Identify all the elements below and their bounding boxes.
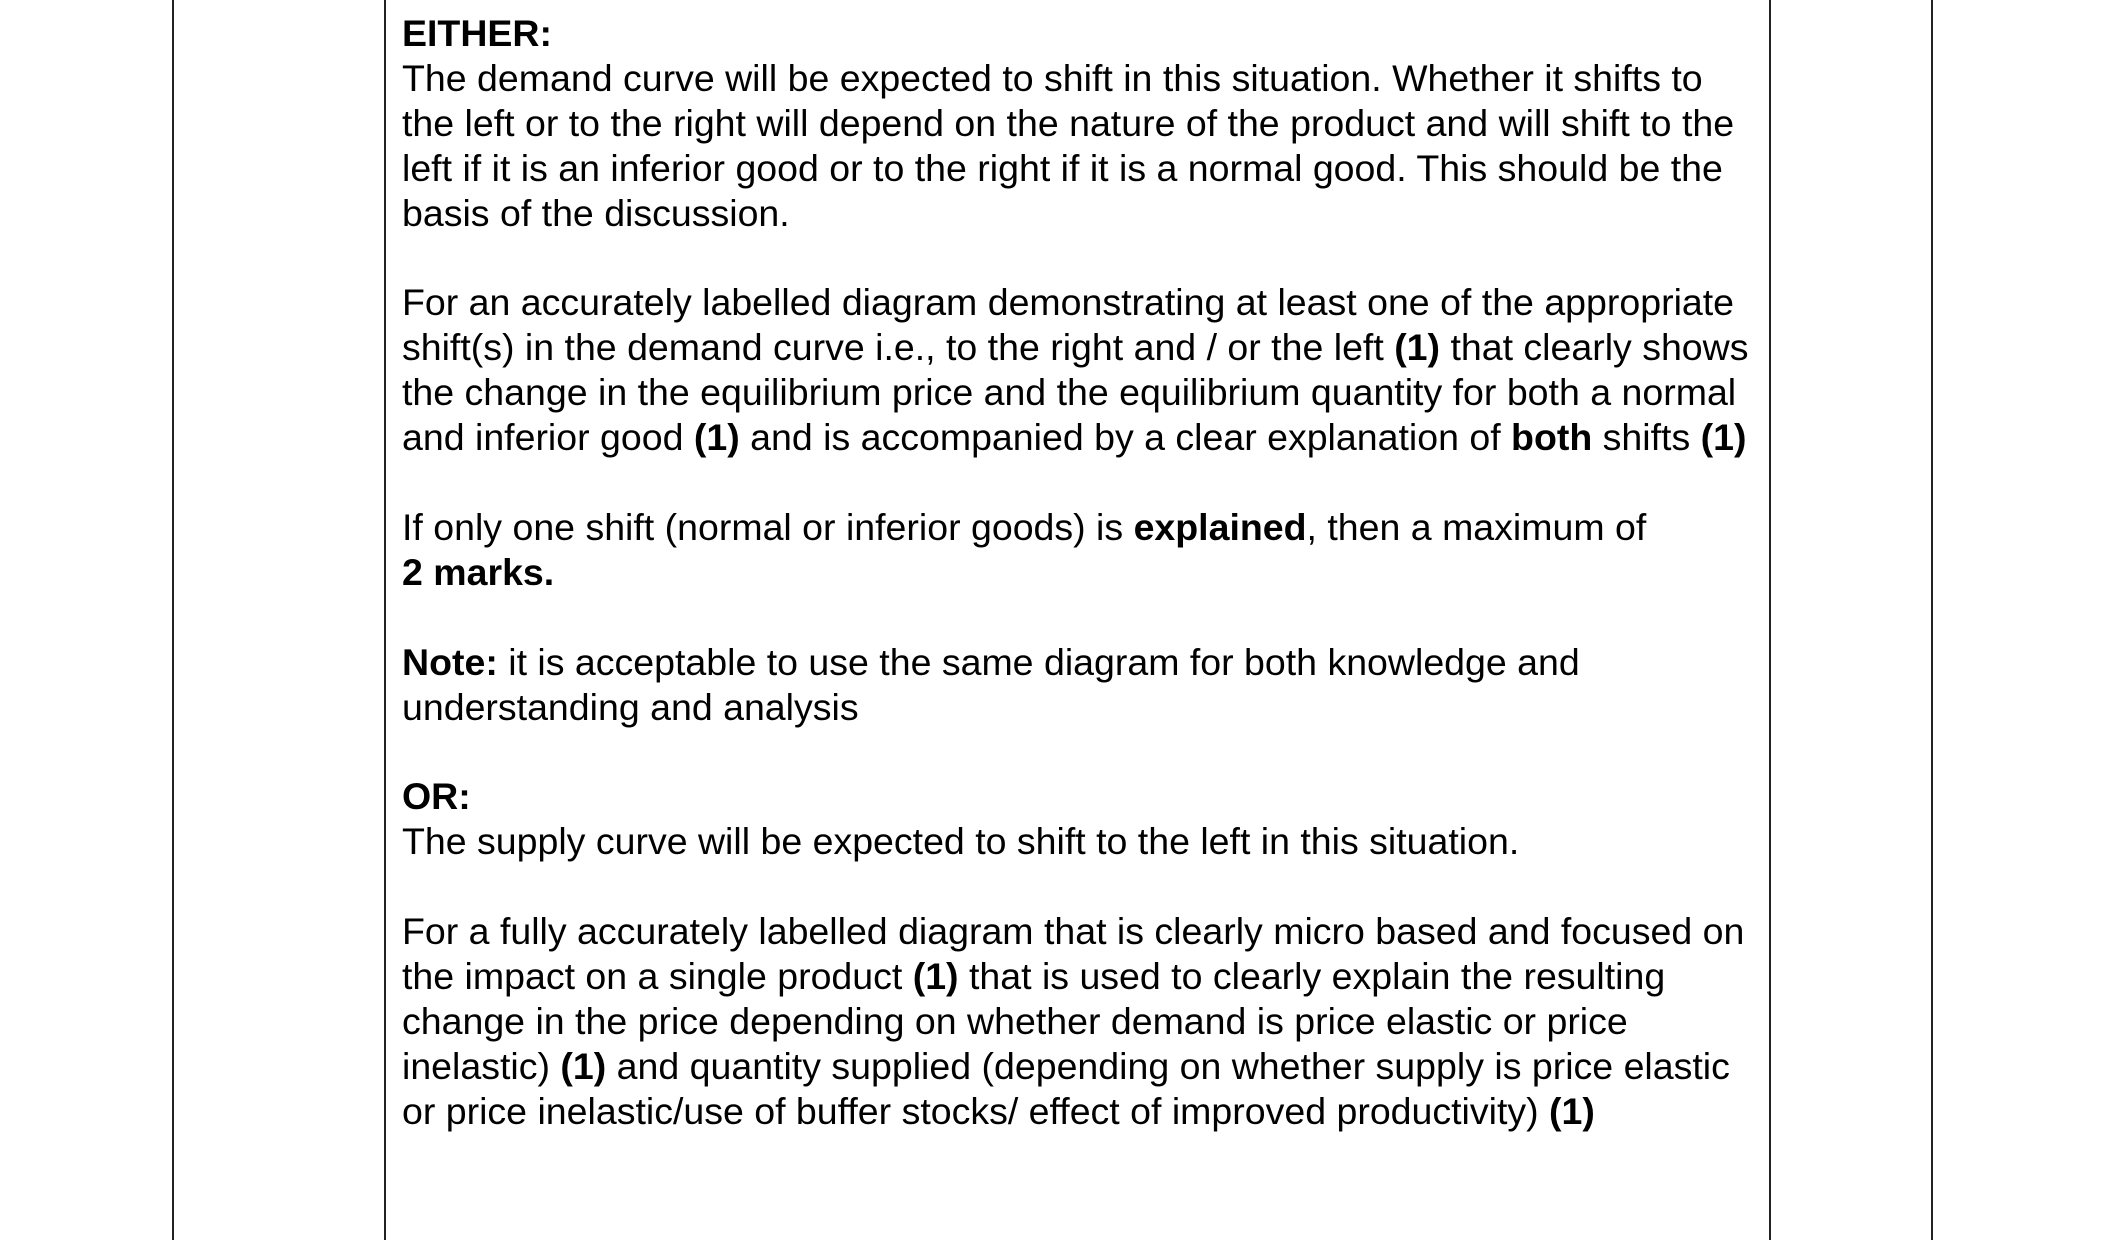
mark-indicator: (1) <box>1394 326 1441 369</box>
mark-indicator: (1) <box>1700 416 1747 459</box>
mark-indicator: (1) <box>693 416 740 459</box>
table-border-left-outer <box>172 0 174 1240</box>
diagram-criteria-paragraph: For an accurately labelled diagram demonstrating at least one of the appropriate shift(s) in the demand curve i.e., to the right and / or the left (1) that clearly shows the change in the equilibrium price and the equilibrium quantity for both a normal and inferior good (1) and is accompanied by a clear explanation of both shifts (1) <box>402 281 1749 459</box>
max-marks: 2 marks. <box>402 550 555 593</box>
emphasis-both: both <box>1511 416 1593 459</box>
marking-scheme-cell <box>402 0 1762 1134</box>
mark-indicator: (1) <box>912 954 959 997</box>
or-heading: OR: <box>402 775 471 818</box>
mark-indicator: (1) <box>560 1044 607 1087</box>
note-label: Note: <box>402 640 498 683</box>
mark-indicator: (1) <box>1549 1089 1595 1132</box>
or-text: The supply curve will be expected to shift to the left in this situation. <box>402 820 1520 863</box>
supply-criteria-paragraph: For a fully accurately labelled diagram that is clearly micro based and focused on the impact on a single product (1) that is used to clearly explain the resulting change in the price depending on whether demand is price elastic or price inelastic) (1) and quantity supplied (depending on whether supply is price elastic or price inelastic/use of buffer stocks/ effect of improved productivity) (1) <box>402 910 1745 1132</box>
note-paragraph: Note: it is acceptable to use the same diagram for both knowledge and understanding and analysis <box>402 640 1580 728</box>
table-border-right-inner <box>1769 0 1771 1240</box>
either-heading: EITHER: <box>402 12 552 54</box>
table-border-left-inner <box>384 0 386 1240</box>
table-border-right-outer <box>1931 0 1933 1240</box>
emphasis-explained: explained <box>1133 505 1307 548</box>
one-shift-paragraph: If only one shift (normal or inferior goods) is explained, then a maximum of 2 marks. <box>402 505 1647 593</box>
either-text: The demand curve will be expected to shift in this situation. Whether it shifts to the left or to the right will depend on the nature of the product and will shift to the left if it is an inferior good or to the right if it is a normal good. This should be the basis of the discussion. <box>402 56 1735 234</box>
